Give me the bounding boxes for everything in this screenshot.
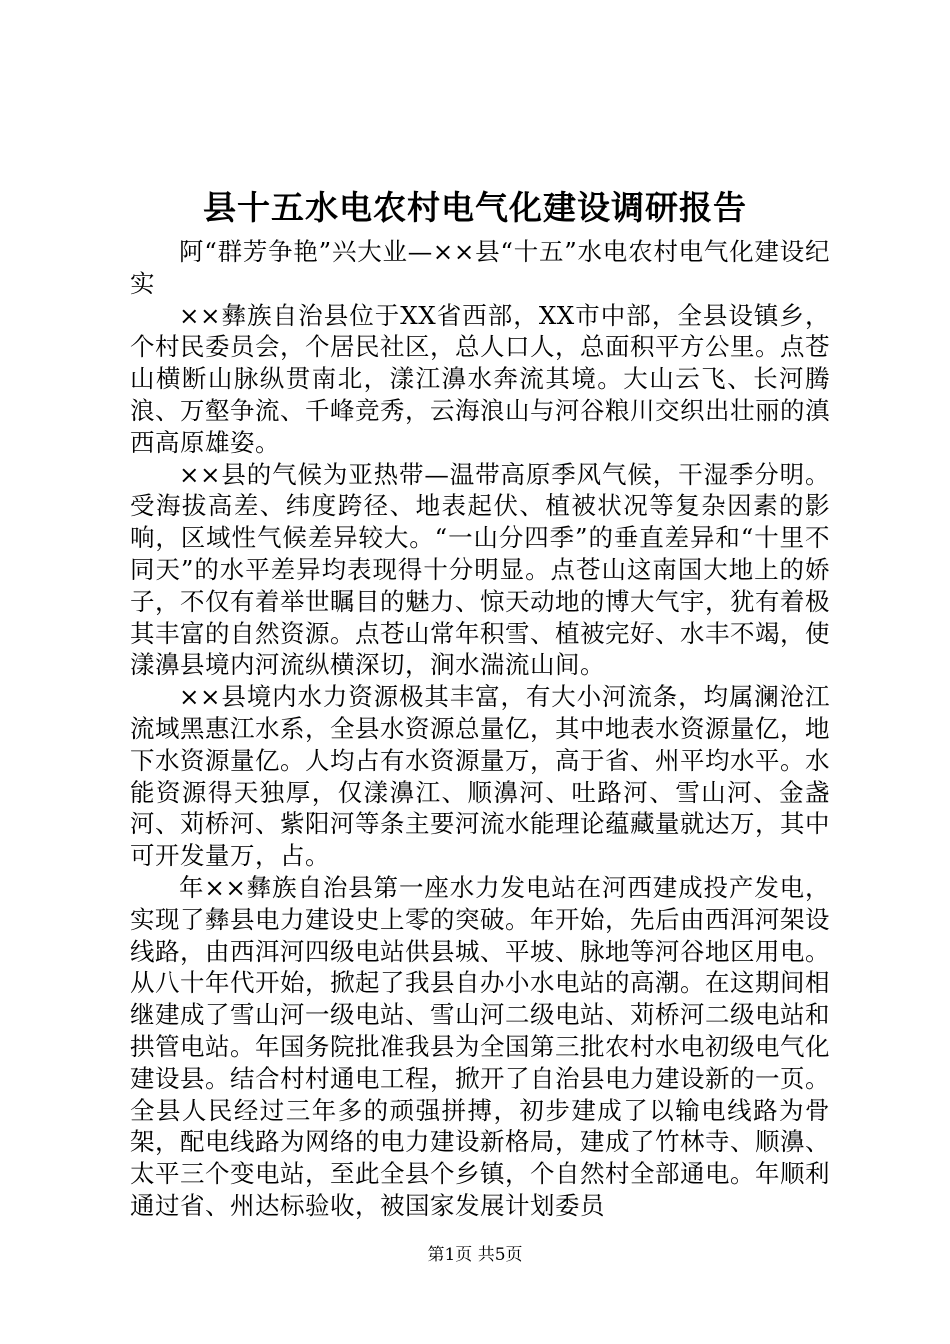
paragraph-subtitle: 阿“群芳争艳”兴大业—××县“十五”水电农村电气化建设纪实 [130,237,830,298]
paragraph-power-history: 年××彝族自治县第一座水力发电站在河西建成投产发电，实现了彝县电力建设史上零的突破。年开始，先后由西洱河架设线路，由西洱河四级电站供县城、平坡、脉地等河谷地区用电。从八十年代开始，掀起了我县自办小水电站的高潮。在这期间相继建成了雪山河一级电站、雪山河二级电站、苅桥河二级电站和拱管电站。年国务院批准我县为全国第三批农村水电初级电气化建设县。结合村村通电工程，掀开了自治县电力建设新的一页。全县人民经过三年多的顽强拼搏，初步建成了以输电线路为骨架，配电线路为网络的电力建设新格局，建成了竹林寺、顺濞、太平三个变电站，至此全县个乡镇，个自然村全部通电。年顺利通过省、州达标验收，被国家发展计划委员 [130,872,830,1220]
page-footer: 第1页 共5页 [427,1245,523,1265]
document-title: 县十五水电农村电气化建设调研报告 [203,188,747,227]
paragraph-geography: ××彝族自治县位于XX省西部，XX市中部，全县设镇乡，个村民委员会，个居民社区，总人口人，总面积平方公里。点苍山横断山脉纵贯南北，漾江濞水奔流其境。大山云飞、长河腾浪、万壑争流、千峰竞秀，云海浪山与河谷粮川交织出壮丽的滇西高原雄姿。 [130,300,830,457]
document-body [130,236,830,1222]
paragraph-climate: ××县的气候为亚热带—温带高原季风气候，干湿季分明。受海拔高差、纬度跨径、地表起伏、植被状况等复杂因素的影响，区域性气候差异较大。“一山分四季”的垂直差异和“十里不同天”的水平差异均表现得十分明显。点苍山这南国大地上的娇子，不仅有着举世瞩目的魅力、惊天动地的博大气宇，犹有着极其丰富的自然资源。点苍山常年积雪、植被完好、水丰不竭，使漾濞县境内河流纵横深切，涧水湍流山间。 [130,459,830,680]
paragraph-water-resources: ××县境内水力资源极其丰富，有大小河流条，均属澜沧江流域黑惠江水系，全县水资源总量亿，其中地表水资源量亿，地下水资源量亿。人均占有水资源量万，高于省、州平均水平。水能资源得天独厚，仅漾濞江、顺濞河、吐路河、雪山河、金盏河、苅桥河、紫阳河等条主要河流水能理论蕴藏量就达万，其中可开发量万，占。 [130,682,830,871]
